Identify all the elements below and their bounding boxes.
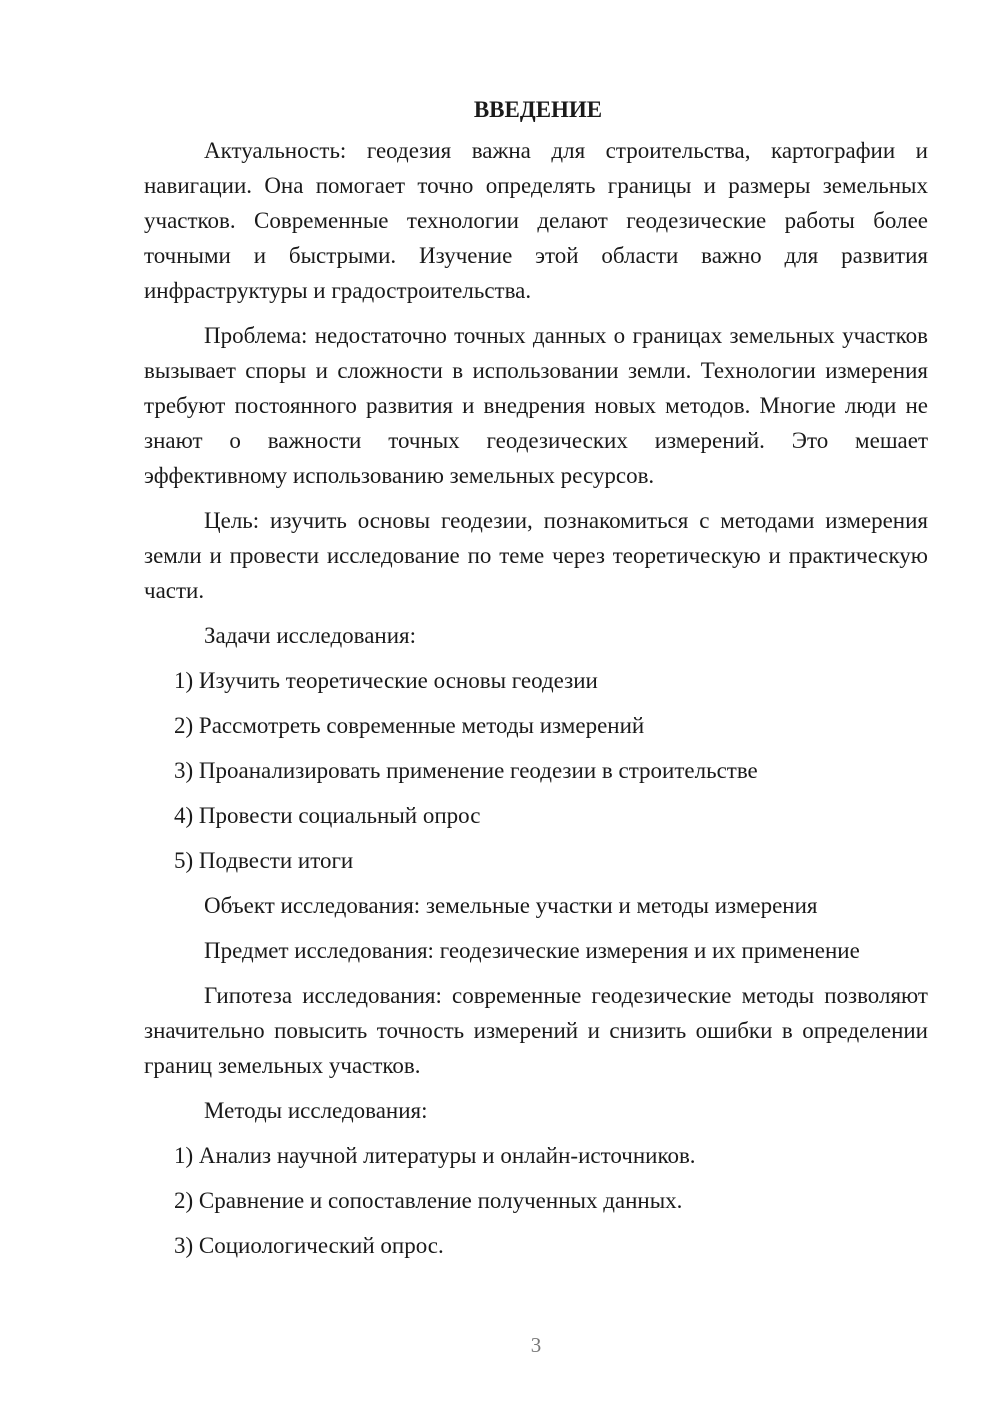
document-page <box>144 92 928 1273</box>
tasks-label: Задачи исследования: <box>204 623 417 648</box>
task-item: 1) Изучить теоретические основы геодезии <box>174 668 598 693</box>
methods-list <box>144 1138 928 1263</box>
subject-paragraph: Предмет исследования: геодезические измерения и их применение <box>204 938 860 963</box>
section-title: ВВЕДЕНИЕ <box>473 97 603 122</box>
task-item: 2) Рассмотреть современные методы измерений <box>174 713 645 738</box>
relevance-paragraph: Актуальность: геодезия важна для строительства, картографии и навигации. Она помогает точно определять границы и размеры земельных участков. Современные технологии делают геодезические работы более точными и быстрыми. Изучение этой области важно для развития инфраструктуры и градостроительства. <box>144 138 928 303</box>
method-item: 1) Анализ научной литературы и онлайн-источников. <box>174 1143 696 1168</box>
methods-label: Методы исследования: <box>204 1098 428 1123</box>
method-item: 2) Сравнение и сопоставление полученных данных. <box>174 1188 683 1213</box>
goal-paragraph: Цель: изучить основы геодезии, познакомиться с методами измерения земли и провести исследование по теме через теоретическую и практическую части. <box>144 508 928 603</box>
page-number: 3 <box>530 1333 542 1357</box>
task-item: 5) Подвести итоги <box>174 848 354 873</box>
task-item: 4) Провести социальный опрос <box>174 803 481 828</box>
method-item: 3) Социологический опрос. <box>174 1233 444 1258</box>
hypothesis-paragraph: Гипотеза исследования: современные геодезические методы позволяют значительно повысить точность измерений и снизить ошибки в определении границ земельных участков. <box>144 983 928 1078</box>
tasks-list <box>144 663 928 878</box>
task-item: 3) Проанализировать применение геодезии в строительстве <box>174 758 758 783</box>
problem-paragraph: Проблема: недостаточно точных данных о границах земельных участков вызывает споры и сложности в использовании земли. Технологии измерения требуют постоянного развития и внедрения новых методов. Многие люди не знают о важности точных геодезических измерений. Это мешает эффективному использованию земельных ресурсов. <box>144 323 928 488</box>
object-paragraph: Объект исследования: земельные участки и методы измерения <box>204 893 818 918</box>
